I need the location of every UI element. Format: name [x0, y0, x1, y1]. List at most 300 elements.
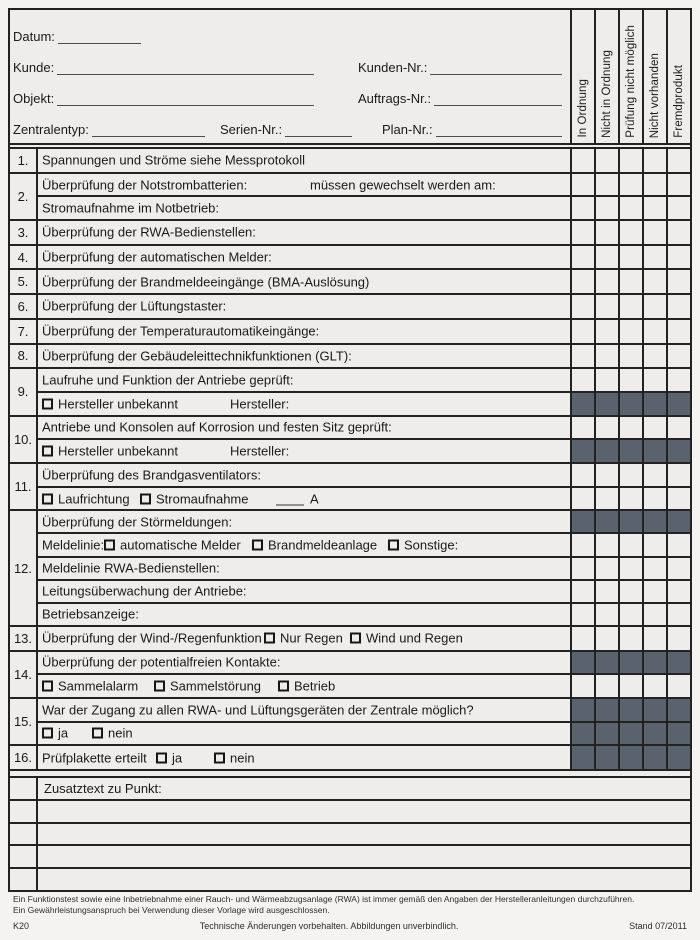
status-column-header-2 — [618, 10, 642, 143]
item-label: Spannungen und Ströme siehe Messprotokoll — [42, 152, 306, 168]
checkbox-label: nein — [230, 750, 255, 766]
status-cells — [570, 221, 690, 244]
status-cell-2[interactable] — [618, 345, 642, 368]
item-label: Überprüfung der RWA-Bedienstellen: — [42, 224, 256, 240]
status-cell-3[interactable] — [642, 558, 666, 579]
checkbox[interactable] — [156, 752, 167, 763]
form-header — [10, 10, 690, 145]
status-cell-1[interactable] — [594, 534, 618, 555]
checkbox-option — [42, 444, 178, 459]
status-cell-0[interactable] — [570, 270, 594, 293]
fill-line — [276, 492, 304, 505]
checklist-item-6 — [10, 293, 690, 318]
checkbox[interactable] — [42, 398, 53, 409]
checkbox[interactable] — [278, 681, 289, 692]
status-cell-0-blocked — [570, 652, 594, 674]
status-cell-1[interactable] — [594, 369, 618, 391]
zusatz-text-cell[interactable] — [38, 869, 690, 890]
field-auftrags-nr-label: Auftrags-Nr.: — [358, 91, 431, 106]
item-label: Prüfplakette erteilt — [42, 750, 147, 766]
item-text — [42, 631, 262, 646]
zusatz-title: Zusatztext zu Punkt: — [44, 780, 162, 796]
item-content — [38, 270, 570, 293]
item-text — [230, 396, 289, 411]
checkbox-label: Betrieb — [294, 678, 336, 694]
item-label: Überprüfung der automatischen Melder: — [42, 249, 272, 265]
status-cell-1-blocked — [594, 652, 618, 674]
item-rows — [38, 746, 690, 769]
status-cell-1[interactable] — [594, 149, 618, 172]
item-rows — [38, 699, 690, 744]
item-text — [42, 348, 352, 363]
status-cell-1[interactable] — [594, 417, 618, 439]
checkbox-option — [42, 726, 68, 741]
status-cell-1[interactable] — [594, 174, 618, 196]
status-cells — [570, 174, 690, 196]
item-content — [38, 627, 570, 650]
item-rows — [38, 511, 690, 624]
item-content — [38, 345, 570, 368]
checklist-item-5 — [10, 268, 690, 293]
zusatz-row — [10, 822, 690, 845]
status-cell-0[interactable] — [570, 197, 594, 219]
item-label: Überprüfung der Temperaturautomatikeingänge: — [42, 323, 320, 339]
item-content — [38, 699, 570, 721]
status-cell-0[interactable] — [570, 149, 594, 172]
status-cell-1-blocked — [594, 699, 618, 721]
item-label: A — [310, 491, 319, 507]
status-cell-1[interactable] — [594, 270, 618, 293]
field-kunden-nr — [358, 55, 562, 75]
status-cell-1[interactable] — [594, 246, 618, 269]
status-cells — [570, 197, 690, 219]
status-cell-0[interactable] — [570, 221, 594, 244]
status-cell-0[interactable] — [570, 295, 594, 318]
status-cell-4[interactable] — [666, 464, 690, 486]
field-kunden-nr-label: Kunden-Nr.: — [358, 60, 428, 75]
status-cell-2[interactable] — [618, 320, 642, 343]
status-cell-3[interactable] — [642, 246, 666, 269]
item-label: Überprüfung der Lüftungstaster: — [42, 298, 227, 314]
status-column-label: In Ordnung — [577, 79, 589, 138]
item-content — [38, 511, 570, 532]
status-cell-3[interactable] — [642, 320, 666, 343]
checkbox[interactable] — [264, 633, 275, 644]
status-cell-3-blocked — [642, 746, 666, 769]
zusatz-number-cell[interactable] — [10, 846, 38, 867]
status-cell-3[interactable] — [642, 270, 666, 293]
item-content — [38, 197, 570, 219]
checkbox[interactable] — [42, 446, 53, 457]
footer-stand: Stand 07/2011 — [629, 921, 687, 931]
item-rows — [38, 464, 690, 509]
checkbox-label: Laufrichtung — [58, 491, 130, 507]
item-text — [42, 177, 247, 192]
item-text — [42, 420, 392, 435]
zusatz-number-cell[interactable] — [10, 801, 38, 822]
status-cells — [570, 723, 690, 745]
table-row — [38, 721, 690, 745]
field-zentralentyp-line[interactable] — [92, 121, 205, 137]
status-cell-2[interactable] — [618, 675, 642, 697]
checkbox-option — [42, 679, 138, 694]
item-content — [38, 675, 570, 697]
field-serien-nr-line[interactable] — [285, 121, 352, 137]
status-cell-1[interactable] — [594, 464, 618, 486]
item-content — [38, 320, 570, 343]
status-cell-2[interactable] — [618, 270, 642, 293]
field-kunden-nr-line[interactable] — [430, 59, 562, 75]
status-cell-3[interactable] — [642, 369, 666, 391]
status-cell-0-blocked — [570, 511, 594, 532]
field-plan-nr-line[interactable] — [436, 121, 562, 137]
status-cell-1[interactable] — [594, 295, 618, 318]
status-cell-0[interactable] — [570, 581, 594, 602]
status-cell-2[interactable] — [618, 417, 642, 439]
status-cell-3[interactable] — [642, 345, 666, 368]
status-cell-3-blocked — [642, 511, 666, 532]
table-row — [38, 221, 690, 244]
checkbox-option — [264, 631, 343, 646]
status-cell-3[interactable] — [642, 417, 666, 439]
checklist-item-8 — [10, 343, 690, 368]
item-rows — [38, 417, 690, 462]
status-cell-0[interactable] — [570, 627, 594, 650]
checkbox[interactable] — [104, 540, 115, 551]
zusatz-text-cell[interactable] — [38, 801, 690, 822]
status-cell-0[interactable] — [570, 417, 594, 439]
field-objekt-line[interactable] — [57, 90, 314, 106]
status-cell-4[interactable] — [666, 534, 690, 555]
field-objekt — [13, 86, 314, 106]
status-cell-3-blocked — [642, 440, 666, 462]
status-cell-4[interactable] — [666, 558, 690, 579]
status-cell-0-blocked — [570, 699, 594, 721]
item-rows — [38, 320, 690, 343]
status-cell-1[interactable] — [594, 627, 618, 650]
checklist-item-16 — [10, 744, 690, 769]
status-cell-0[interactable] — [570, 174, 594, 196]
checkbox-label: Hersteller unbekannt — [58, 443, 178, 459]
blank-line[interactable] — [276, 492, 304, 505]
table-row — [38, 627, 690, 650]
status-cell-2[interactable] — [618, 464, 642, 486]
status-cell-2[interactable] — [618, 581, 642, 602]
status-cell-0[interactable] — [570, 246, 594, 269]
status-cells — [570, 746, 690, 769]
status-cell-3[interactable] — [642, 197, 666, 219]
status-cell-2[interactable] — [618, 627, 642, 650]
checkbox[interactable] — [388, 540, 399, 551]
checkbox[interactable] — [140, 493, 151, 504]
status-cell-3[interactable] — [642, 675, 666, 697]
status-cell-4-blocked — [666, 511, 690, 532]
status-cell-3[interactable] — [642, 221, 666, 244]
table-row — [38, 195, 690, 219]
status-cell-3[interactable] — [642, 581, 666, 602]
status-cells — [570, 652, 690, 674]
status-cell-2[interactable] — [618, 558, 642, 579]
status-cell-0[interactable] — [570, 534, 594, 555]
status-cell-0[interactable] — [570, 464, 594, 486]
footer-center-text: Technische Änderungen vorbehalten. Abbildungen unverbindlich. — [199, 921, 459, 931]
status-cell-2-blocked — [618, 652, 642, 674]
zusatz-number-cell[interactable] — [10, 824, 38, 845]
status-cell-0[interactable] — [570, 369, 594, 391]
status-cell-4[interactable] — [666, 581, 690, 602]
item-label: Überprüfung des Brandgasventilators: — [42, 467, 261, 483]
status-cell-1[interactable] — [594, 604, 618, 625]
status-cells — [570, 511, 690, 532]
checkbox[interactable] — [350, 633, 361, 644]
item-text — [42, 467, 261, 482]
status-cell-2[interactable] — [618, 149, 642, 172]
table-row — [38, 746, 690, 769]
status-cell-2-blocked — [618, 440, 642, 462]
table-row — [38, 486, 690, 510]
status-cell-2[interactable] — [618, 604, 642, 625]
status-cells — [570, 440, 690, 462]
item-number: 14. — [10, 652, 38, 697]
status-cell-4[interactable] — [666, 246, 690, 269]
status-cell-1[interactable] — [594, 221, 618, 244]
status-column-label: Nicht vorhanden — [649, 52, 661, 138]
status-cells — [570, 149, 690, 172]
checkbox-option — [92, 726, 133, 741]
status-cell-4-blocked — [666, 746, 690, 769]
field-auftrags-nr — [358, 86, 562, 106]
status-cell-2[interactable] — [618, 534, 642, 555]
item-label: Überprüfung der Gebäudeleittechnikfunktionen (GLT): — [42, 348, 352, 364]
status-cell-4[interactable] — [666, 197, 690, 219]
item-content — [38, 464, 570, 486]
checklist-item-14 — [10, 650, 690, 697]
status-cell-3[interactable] — [642, 174, 666, 196]
status-cell-3-blocked — [642, 652, 666, 674]
checklist-item-3 — [10, 219, 690, 244]
status-cell-4[interactable] — [666, 417, 690, 439]
checkbox-label: Brandmeldeanlage — [268, 537, 378, 553]
checkbox[interactable] — [42, 728, 53, 739]
checkbox-label: Hersteller unbekannt — [58, 396, 178, 412]
status-cell-0[interactable] — [570, 558, 594, 579]
checkbox-label: Sammelalarm — [58, 678, 139, 694]
status-cell-0[interactable] — [570, 604, 594, 625]
status-cell-3[interactable] — [642, 464, 666, 486]
status-column-label: Fremdprodukt — [673, 65, 685, 138]
item-text — [42, 250, 272, 265]
status-cell-1-blocked — [594, 511, 618, 532]
status-cell-0[interactable] — [570, 675, 594, 697]
field-kunde-line[interactable] — [57, 59, 314, 75]
field-serien-nr-label: Serien-Nr.: — [220, 122, 283, 137]
status-cell-0[interactable] — [570, 488, 594, 510]
status-cells — [570, 464, 690, 486]
item-number: 12. — [10, 511, 38, 624]
checkbox-option — [214, 750, 255, 765]
status-cell-4[interactable] — [666, 270, 690, 293]
table-row — [38, 532, 690, 555]
checkbox-label: Stromaufnahme — [156, 491, 249, 507]
status-cells — [570, 417, 690, 439]
checkbox-label: Nur Regen — [280, 630, 343, 646]
item-content — [38, 295, 570, 318]
status-cell-4[interactable] — [666, 345, 690, 368]
status-cell-1[interactable] — [594, 345, 618, 368]
checkbox-label: nein — [108, 725, 133, 741]
status-cell-3[interactable] — [642, 627, 666, 650]
table-row — [38, 345, 690, 368]
status-cell-4[interactable] — [666, 221, 690, 244]
status-cell-2[interactable] — [618, 197, 642, 219]
item-content — [38, 440, 570, 462]
checkbox-label: Wind und Regen — [366, 630, 463, 646]
item-number: 11. — [10, 464, 38, 509]
status-cell-4[interactable] — [666, 604, 690, 625]
status-cell-2[interactable] — [618, 488, 642, 510]
footnotes — [13, 894, 687, 916]
item-text — [42, 607, 139, 622]
table-row — [38, 149, 690, 172]
zusatztext-table — [10, 776, 690, 890]
table-row — [38, 246, 690, 269]
item-number: 9. — [10, 369, 38, 414]
status-cell-0[interactable] — [570, 345, 594, 368]
status-cells — [570, 345, 690, 368]
status-cell-4[interactable] — [666, 675, 690, 697]
field-auftrags-nr-line[interactable] — [434, 90, 562, 106]
item-text — [42, 373, 294, 388]
table-row — [38, 174, 690, 196]
item-number: 10. — [10, 417, 38, 462]
zusatz-text-cell[interactable] — [38, 824, 690, 845]
status-column-header-0 — [570, 10, 594, 143]
checkbox-label: ja — [58, 725, 69, 741]
field-zentralentyp — [13, 117, 205, 137]
status-cell-3-blocked — [642, 393, 666, 415]
item-number: 7. — [10, 320, 38, 343]
checkbox-option — [156, 750, 182, 765]
item-text — [310, 177, 496, 192]
status-cell-4[interactable] — [666, 488, 690, 510]
status-cell-1[interactable] — [594, 197, 618, 219]
status-column-label: Prüfung nicht möglich — [625, 25, 637, 138]
status-cell-4-blocked — [666, 652, 690, 674]
checkbox[interactable] — [92, 728, 103, 739]
table-row — [38, 652, 690, 674]
item-text — [42, 655, 281, 670]
checklist-item-1 — [10, 149, 690, 172]
item-number: 3. — [10, 221, 38, 244]
checkbox-option — [350, 631, 463, 646]
status-cell-1[interactable] — [594, 320, 618, 343]
status-cells — [570, 558, 690, 579]
item-label: Hersteller: — [230, 396, 290, 412]
status-cell-4-blocked — [666, 440, 690, 462]
item-number: 8. — [10, 345, 38, 368]
footnote-1: Ein Funktionstest sowie eine Inbetriebnahme einer Rauch- und Wärmeabzugsanlage (RWA) ist immer gemäß den Angaben der Herstelleranleitungen durchzuführen. — [13, 894, 635, 904]
status-cell-4[interactable] — [666, 320, 690, 343]
status-cell-1[interactable] — [594, 488, 618, 510]
zusatz-text-cell[interactable] — [38, 846, 690, 867]
status-cell-2-blocked — [618, 723, 642, 745]
item-label: Überprüfung der Wind-/Regenfunktion — [42, 630, 262, 646]
item-text — [310, 491, 319, 506]
status-cell-1[interactable] — [594, 675, 618, 697]
status-cell-3[interactable] — [642, 488, 666, 510]
item-content — [38, 746, 570, 769]
zusatz-number-cell[interactable] — [10, 869, 38, 890]
status-column-header-3 — [642, 10, 666, 143]
item-rows — [38, 149, 690, 172]
status-cell-1[interactable] — [594, 558, 618, 579]
checklist-item-11 — [10, 462, 690, 509]
item-text — [42, 561, 220, 576]
checkbox[interactable] — [252, 540, 263, 551]
status-cell-2[interactable] — [618, 221, 642, 244]
checkbox-label: Sonstige: — [404, 537, 459, 553]
checklist-table — [10, 147, 690, 771]
checkbox-option — [278, 679, 335, 694]
status-cell-2[interactable] — [618, 246, 642, 269]
item-content — [38, 221, 570, 244]
field-zentralentyp-label: Zentralentyp: — [13, 122, 89, 137]
item-content — [38, 417, 570, 439]
status-cell-3[interactable] — [642, 534, 666, 555]
status-cell-2[interactable] — [618, 295, 642, 318]
item-rows — [38, 295, 690, 318]
field-datum — [13, 24, 141, 44]
status-cell-2-blocked — [618, 699, 642, 721]
status-cell-4[interactable] — [666, 295, 690, 318]
checkbox-option — [388, 538, 458, 553]
checkbox[interactable] — [42, 681, 53, 692]
status-cell-4[interactable] — [666, 627, 690, 650]
status-cells — [570, 295, 690, 318]
status-cell-4-blocked — [666, 723, 690, 745]
item-number: 15. — [10, 699, 38, 744]
checkbox[interactable] — [154, 681, 165, 692]
status-cell-4[interactable] — [666, 174, 690, 196]
status-cell-3[interactable] — [642, 295, 666, 318]
zusatz-number-cell — [10, 778, 38, 799]
field-datum-line[interactable] — [58, 28, 141, 44]
item-label: Hersteller: — [230, 443, 290, 459]
checklist-item-10 — [10, 415, 690, 462]
status-cell-3[interactable] — [642, 604, 666, 625]
checkbox[interactable] — [214, 752, 225, 763]
item-content — [38, 488, 570, 510]
status-cell-0[interactable] — [570, 320, 594, 343]
checkbox-option — [42, 491, 130, 506]
status-cell-1[interactable] — [594, 581, 618, 602]
item-label: Meldelinie RWA-Bedienstellen: — [42, 560, 220, 576]
status-cell-2[interactable] — [618, 369, 642, 391]
checkbox-label: automatische Melder — [120, 537, 241, 553]
table-row — [38, 270, 690, 293]
item-label: Stromaufnahme im Notbetrieb: — [42, 200, 220, 216]
status-cells — [570, 369, 690, 391]
checkbox[interactable] — [42, 493, 53, 504]
status-cell-3[interactable] — [642, 149, 666, 172]
item-content — [38, 652, 570, 674]
item-rows — [38, 652, 690, 697]
checklist-item-13 — [10, 625, 690, 650]
status-cell-2[interactable] — [618, 174, 642, 196]
status-cell-4[interactable] — [666, 149, 690, 172]
status-cell-4[interactable] — [666, 369, 690, 391]
item-content — [38, 369, 570, 391]
